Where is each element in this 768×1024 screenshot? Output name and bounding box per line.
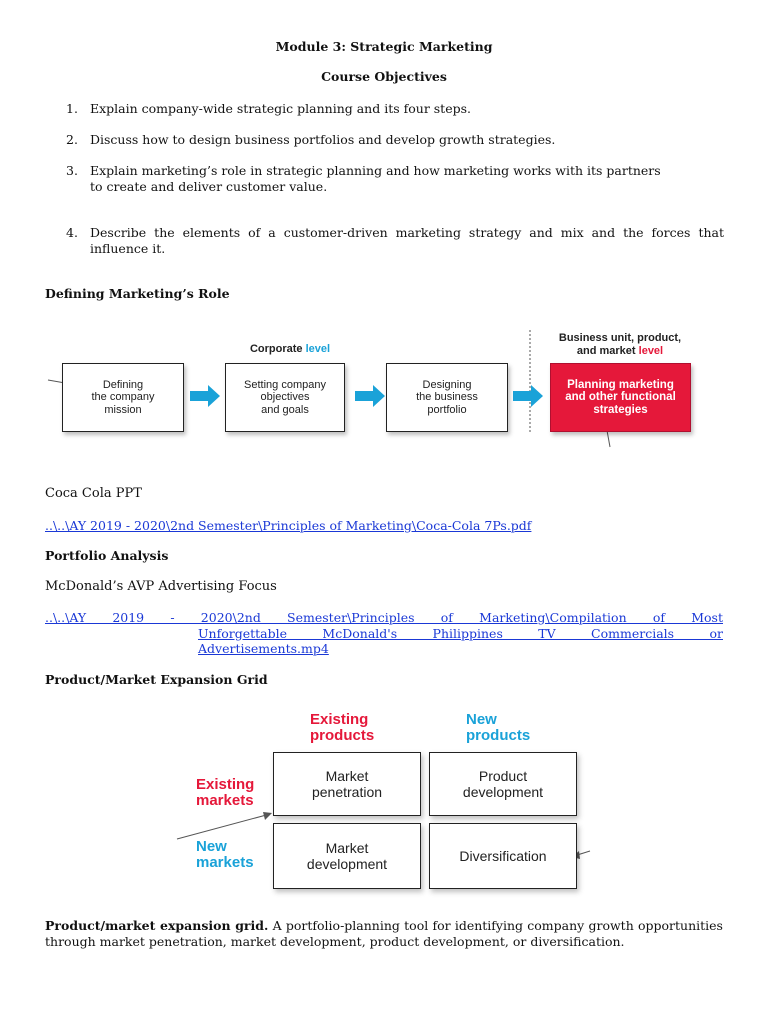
section-heading-expansion-grid: Product/Market Expansion Grid	[45, 672, 268, 687]
objective-text: Explain marketing’s role in strategic planning and how marketing works with its partners	[90, 163, 661, 178]
cell-market-penetration: Market penetration	[273, 752, 421, 816]
grid-pointer-arrowhead	[263, 812, 272, 820]
objective-2	[66, 132, 724, 148]
box-designing-portfolio: Designing the business portfolio	[386, 363, 508, 432]
arrow-right-icon	[513, 385, 543, 407]
definition-paragraph	[45, 918, 723, 949]
objective-1	[66, 101, 724, 117]
mcdonalds-link-line-3[interactable]: Advertisements.mp4	[198, 641, 329, 656]
strategic-planning-diagram	[40, 325, 740, 455]
grid-pointer-line	[177, 814, 270, 839]
objectives-title: Course Objectives	[321, 69, 447, 84]
objective-3	[66, 163, 724, 194]
module-title: Module 3: Strategic Marketing	[275, 39, 493, 54]
new-products-label: New products	[466, 711, 531, 744]
objective-number: 4.	[66, 225, 78, 240]
new-markets-label: New markets	[196, 838, 254, 871]
mcdonalds-link-line-2[interactable]: Unforgettable McDonald's Philippines TV Commercials or	[198, 625, 723, 641]
objective-number: 2.	[66, 132, 78, 147]
cell-product-development: Product development	[429, 752, 577, 816]
existing-markets-label: Existing markets	[196, 776, 255, 809]
box-setting-objectives: Setting company objectives and goals	[225, 363, 345, 432]
business-label-text: Business unit, product, and market	[558, 332, 682, 357]
expansion-grid-diagram	[170, 705, 600, 905]
business-level-word: level	[638, 344, 664, 357]
arrow-right-icon	[190, 385, 220, 407]
existing-products-label: Existing products	[310, 711, 375, 744]
mcdonalds-link[interactable]	[45, 610, 723, 657]
objective-number: 1.	[66, 101, 78, 116]
objective-text: Explain company-wide strategic planning and its four steps.	[90, 101, 471, 116]
box-defining-mission: Defining the company mission	[62, 363, 184, 432]
objective-text: Describe the elements of a customer-driven marketing strategy and mix and the forces that influence it.	[90, 225, 724, 256]
coca-cola-link[interactable]: ..\..\AY 2019 - 2020\2nd Semester\Principles of Marketing\Coca-Cola 7Ps.pdf	[45, 518, 532, 533]
cell-market-development: Market development	[273, 823, 421, 889]
mcdonalds-link-line-1[interactable]: ..\..\AY 2019 - 2020\2nd Semester\Principles of Marketing\Compilation of Most	[45, 610, 723, 625]
objective-4	[66, 225, 724, 256]
definition-term: Product/market expansion grid.	[45, 918, 269, 933]
definition-text: A portfolio-planning tool for identifying company growth opportunities through market penetration, market development, product development, or diversification.	[45, 918, 723, 949]
corporate-level-word: level	[305, 343, 331, 355]
cell-diversification: Diversification	[429, 823, 577, 889]
section-heading-marketing-role: Defining Marketing’s Role	[45, 286, 230, 301]
corporate-label-text: Corporate	[249, 343, 303, 355]
mcdonalds-label: McDonald’s AVP Advertising Focus	[45, 579, 277, 594]
box-planning-marketing: Planning marketing and other functional strategies	[550, 363, 691, 432]
objective-number: 3.	[66, 163, 78, 178]
coca-cola-label: Coca Cola PPT	[45, 486, 142, 501]
section-heading-portfolio-analysis: Portfolio Analysis	[45, 548, 169, 563]
arrow-right-icon	[355, 385, 385, 407]
objective-text-continued: to create and deliver customer value.	[90, 178, 328, 194]
objective-text: Discuss how to design business portfolios and develop growth strategies.	[90, 132, 556, 147]
